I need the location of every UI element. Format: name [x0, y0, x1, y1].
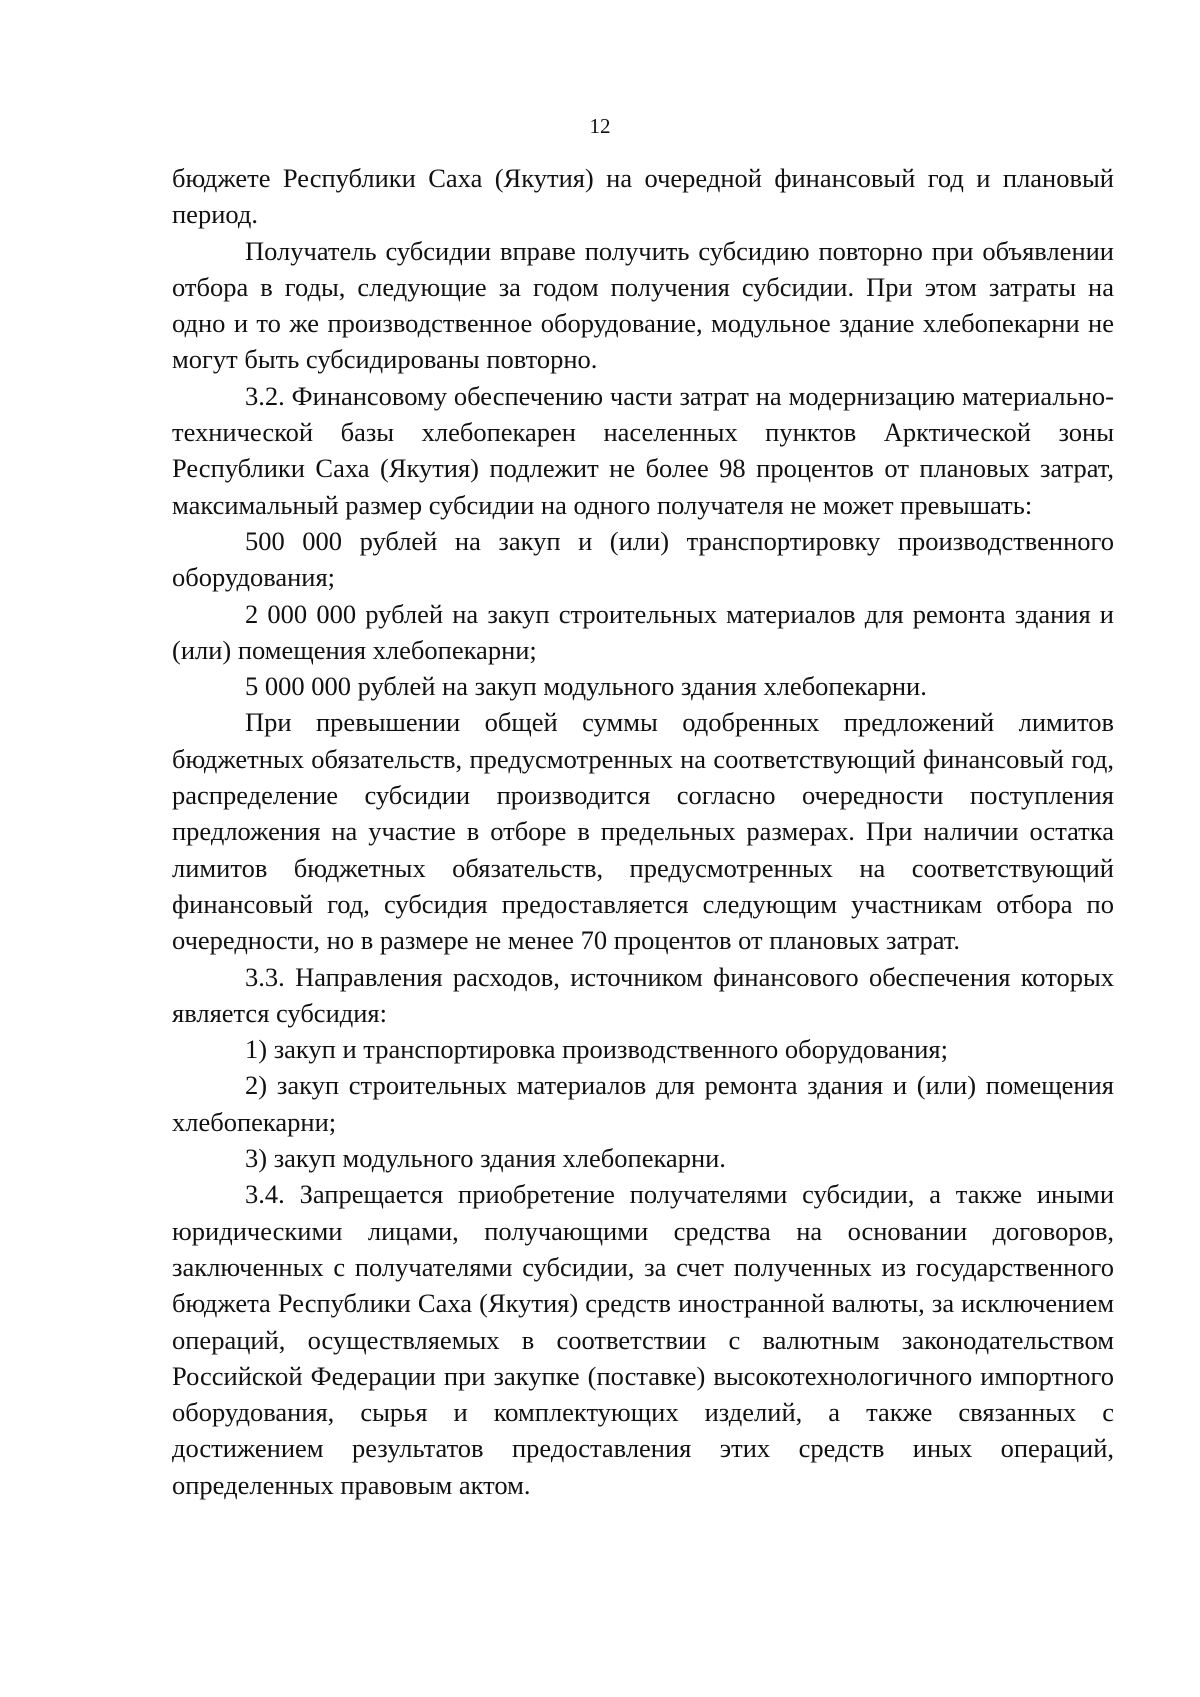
paragraph-budget-continuation: бюджете Республики Саха (Якутия) на очередной финансовый год и плановый период.	[172, 163, 1114, 230]
document-body	[172, 160, 1114, 1503]
paragraph-3-3: 3.3. Направления расходов, источником финансового обеспечения которых является субсидия:	[172, 961, 1114, 1028]
list-item-1: 1) закуп и транспортировка производственного оборудования;	[245, 1034, 948, 1065]
list-item-2: 2) закуп строительных материалов для ремонта здания и (или) помещения хлебопекарни;	[172, 1070, 1114, 1137]
page-number: 12	[589, 114, 611, 138]
paragraph-limit-modular-building: 5 000 000 рублей на закуп модульного здания хлебопекарни.	[245, 671, 927, 702]
list-item-3: 3) закуп модульного здания хлебопекарни.	[245, 1143, 726, 1174]
paragraph-limit-equipment: 500 000 рублей на закуп и (или) транспортировку производственного оборудования;	[172, 525, 1114, 593]
paragraph-3-4: 3.4. Запрещается приобретение получателями субсидии, а также иными юридическими лицами, получающими средства на основании договоров, заключенных с получателями субсидии, за счет полученных из государственного бюджета Республики Саха (Якутия) средств иностранной валюты, за исключением операций, осуществляемых в соответствии с валютным законодательством Российской Федерации при закупке (поставке) высокотехнологичного импортного оборудования, сырья и комплектующих изделий, а также связанных с достижением результатов предоставления этих средств иных операций, определенных правовым актом.	[172, 1179, 1114, 1500]
paragraph-limit-materials: 2 000 000 рублей на закуп строительных материалов для ремонта здания и (или) помещения хлебопекарни;	[172, 598, 1114, 665]
paragraph-repeat-subsidy: Получатель субсидии вправе получить субсидию повторно при объявлении отбора в годы, следующие за годом получения субсидии. При этом затраты на одно и то же производственное оборудование, модульное здание хлебопекарни не могут быть субсидированы повторно.	[172, 235, 1114, 375]
paragraph-limits-exceeded: При превышении общей суммы одобренных предложений лимитов бюджетных обязательств, предусмотренных на соответствующий финансовый год, распределение субсидии производится согласно очередности поступления предложения на участие в отборе в предельных размерах. При наличии остатка лимитов бюджетных обязательств, предусмотренных на соответствующий финансовый год, субсидия предоставляется следующим участникам отбора по очередности, но в размере не менее 70 процентов от плановых затрат.	[172, 707, 1114, 956]
paragraph-3-2: 3.2. Финансовому обеспечению части затрат на модернизацию материально-технической базы хлебопекарен населенных пунктов Арктической зоны Республики Саха (Якутия) подлежит не более 98 процентов от плановых затрат, максимальный размер субсидии на одного получателя не может превышать:	[172, 380, 1114, 520]
